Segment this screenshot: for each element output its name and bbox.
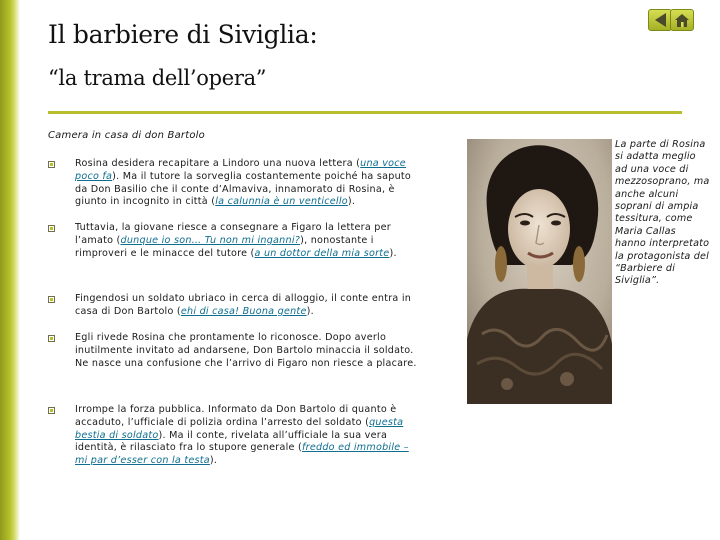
bullet-text-part: Egli rivede Rosina che prontamente lo riconosce. Dopo averlo inutilmente invitato ad andarsene, Don Bartolo minaccia il soldato. Ne nasce una confusione che l’arrivo di Figaro non riesce a placare. <box>75 332 417 369</box>
list-item <box>48 293 423 319</box>
bullet-text <box>75 293 423 319</box>
bullet-text <box>75 222 423 260</box>
bullet-text-part: ), nonostante i rimproveri e le minacce del tutore ( <box>75 234 374 259</box>
aria-link[interactable]: questa bestia di soldato <box>75 416 404 441</box>
slide-subtitle: “la trama dell’opera” <box>48 66 267 90</box>
aria-link[interactable]: freddo ed immobile – mi par d’esser con la testa <box>75 442 409 467</box>
bullet-square-icon <box>48 407 55 414</box>
aria-link[interactable]: una voce poco fa <box>75 158 406 182</box>
aria-link[interactable]: la calunnia è un venticello <box>215 196 348 208</box>
section-heading: Camera in casa di don Bartolo <box>48 130 205 141</box>
list-item <box>48 404 423 468</box>
maria-callas-photo <box>467 139 612 404</box>
bullet-square-icon <box>48 161 55 168</box>
slide-title: Il barbiere di Siviglia: <box>48 20 318 49</box>
bullet-text-part: ). Ma il conte, rivelata all’ufficiale la sua vera identità, è rilasciato fra lo stupore generale ( <box>75 429 388 454</box>
portrait-illustration <box>467 139 612 404</box>
aria-link[interactable]: a un dottor della mia sorte <box>254 247 390 259</box>
list-item <box>48 332 423 370</box>
photo-caption: La parte di Rosina si adatta meglio ad una voce di mezzosoprano, ma anche alcuni soprani di ampia tessitura, come Maria Callas hanno interpretato la protagonista del “Barbiere di Siviglia”. <box>615 139 710 287</box>
left-decorative-bar <box>0 0 20 540</box>
bullet-text-part: Irrompe la forza pubblica. Informato da Don Bartolo di quanto è accaduto, l’ufficiale di polizia ordina l’arresto del soldato ( <box>75 404 397 428</box>
list-item <box>48 158 423 209</box>
home-button[interactable] <box>670 9 694 31</box>
bullet-square-icon <box>48 335 55 342</box>
bullet-text-part: Tuttavia, la giovane riesce a consegnare a Figaro la lettera per l’amato ( <box>75 222 391 246</box>
aria-link[interactable]: dunque io son… Tu non mi inganni? <box>120 234 301 246</box>
bullet-text <box>75 404 423 468</box>
list-item <box>48 222 423 260</box>
aria-link[interactable]: ehi di casa! Buona gente <box>180 305 307 317</box>
back-arrow-icon <box>655 13 666 27</box>
bullet-text-part: ). <box>347 196 356 208</box>
bullet-text-part: ). <box>389 247 397 259</box>
bullet-text-part: ). <box>306 305 314 317</box>
bullet-text-part: ). <box>209 455 218 467</box>
bullet-text-part: Rosina desidera recapitare a Lindoro una nuova lettera ( <box>75 158 361 169</box>
bullet-text-part: ). Ma il tutore la sorveglia costantemente poiché ha saputo da Don Basilio che il conte d’Almaviva, innamorato di Rosina, è giunto in incognito in città ( <box>75 170 412 208</box>
bullet-text-part: Fingendosi un soldato ubriaco in cerca di alloggio, il conte entra in casa di Don Bartolo ( <box>75 293 412 317</box>
bullet-text <box>75 158 423 209</box>
bullet-square-icon <box>48 225 55 232</box>
bullet-square-icon <box>48 296 55 303</box>
home-icon <box>674 13 690 28</box>
title-divider <box>48 111 682 114</box>
bullet-text <box>75 332 423 370</box>
back-button[interactable] <box>648 9 672 31</box>
